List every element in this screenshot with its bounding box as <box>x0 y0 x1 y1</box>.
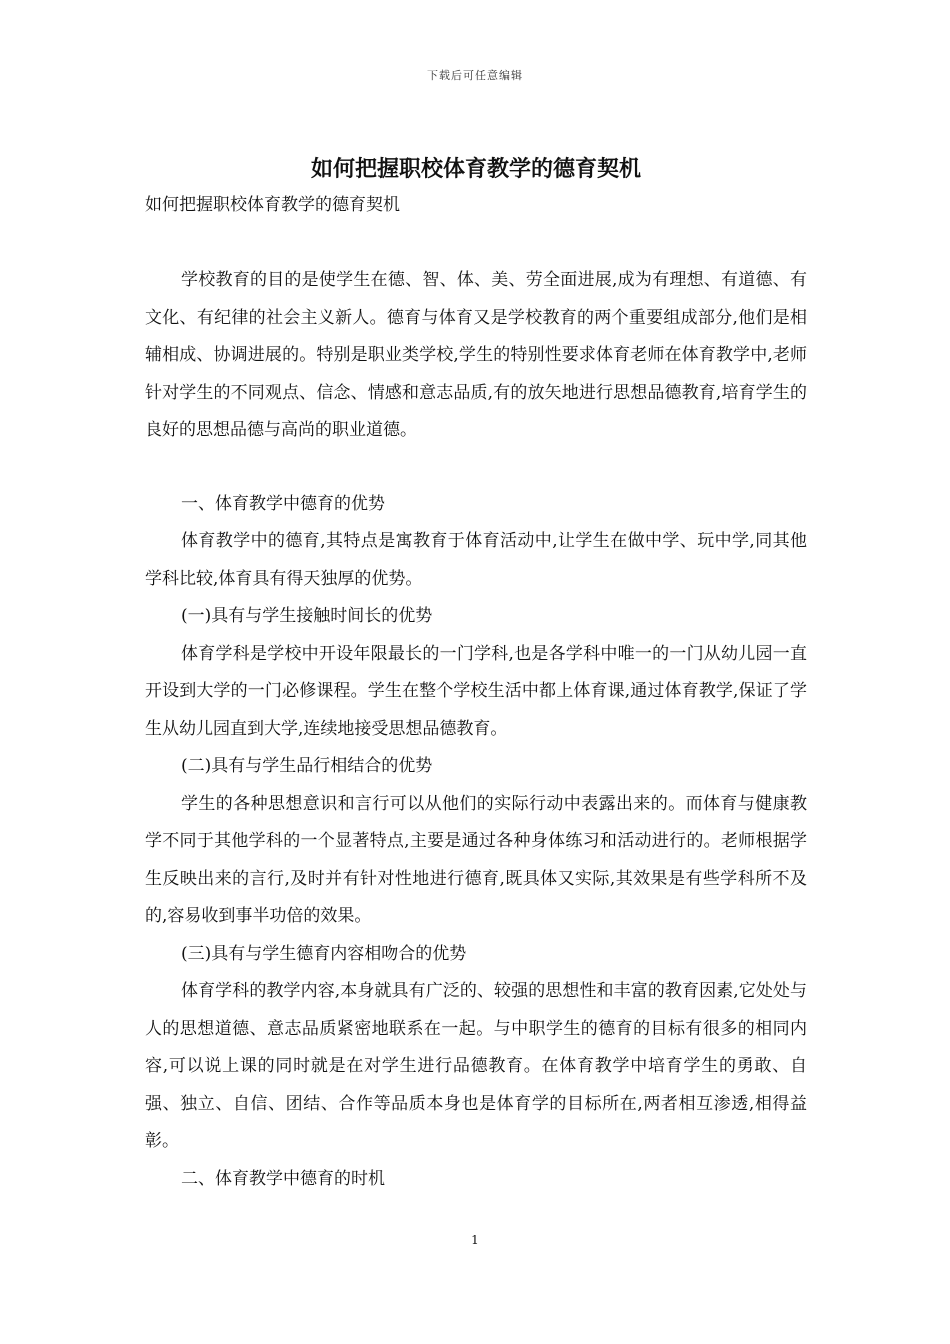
page-header: 下载后可任意编辑 <box>427 69 523 82</box>
subsection-paragraph-3: 体育学科的教学内容,本身就具有广泛的、较强的思想性和丰富的教育因素,它处处与人的思想道德、意志品质紧密地联系在一起。与中职学生的德育的目标有很多的相同内容,可以说上课的同时就是在对学生进行品德教育。在体育教学中培育学生的勇敢、自强、独立、自信、团结、合作等品质本身也是体育学的目标所在,两者相互渗透,相得益彰。 <box>145 981 807 1151</box>
document-subtitle: 如何把握职校体育教学的德育契机 <box>145 195 400 215</box>
subsection-paragraph-2: 学生的各种思想意识和言行可以从他们的实际行动中表露出来的。而体育与健康教学不同于其他学科的一个显著特点,主要是通过各种身体练习和活动进行的。老师根据学生反映出来的言行,及时并有针对性地进行德育,既具体又实际,其效果是有些学科所不及的,容易收到事半功倍的效果。 <box>145 793 807 926</box>
subsection-heading-1: (一)具有与学生接触时间长的优势 <box>181 606 433 626</box>
section-heading-1: 一、体育教学中德育的优势 <box>181 493 385 514</box>
section-paragraph-1: 体育教学中的德育,其特点是寓教育于体育活动中,让学生在做中学、玩中学,同其他学科比较,体育具有得天独厚的优势。 <box>145 531 807 589</box>
section-heading-2: 二、体育教学中德育的时机 <box>181 1168 385 1189</box>
spacer <box>145 450 807 486</box>
spacer <box>145 220 807 262</box>
subsection-heading-2: (二)具有与学生品行相结合的优势 <box>181 756 433 776</box>
document-title: 如何把握职校体育教学的德育契机 <box>310 157 641 182</box>
subsection-heading-3: (三)具有与学生德育内容相吻合的优势 <box>181 943 467 964</box>
document-body <box>145 150 807 1198</box>
intro-paragraph: 学校教育的目的是使学生在德、智、体、美、劳全面进展,成为有理想、有道德、有文化、有纪律的社会主义新人。德育与体育又是学校教育的两个重要组成部分,他们是相辅相成、协调进展的。特别是职业类学校,学生的特别性要求体育老师在体育教学中,老师针对学生的不同观点、信念、情感和意志品质,有的放矢地进行思想品德教育,培育学生的良好的思想品德与高尚的职业道德。 <box>145 270 807 440</box>
page-number: 1 <box>471 1233 479 1247</box>
subsection-paragraph-1: 体育学科是学校中开设年限最长的一门学科,也是各学科中唯一的一门从幼儿园一直开设到大学的一门必修课程。学生在整个学校生活中都上体育课,通过体育教学,保证了学生从幼儿园直到大学,连续地接受思想品德教育。 <box>145 643 807 739</box>
